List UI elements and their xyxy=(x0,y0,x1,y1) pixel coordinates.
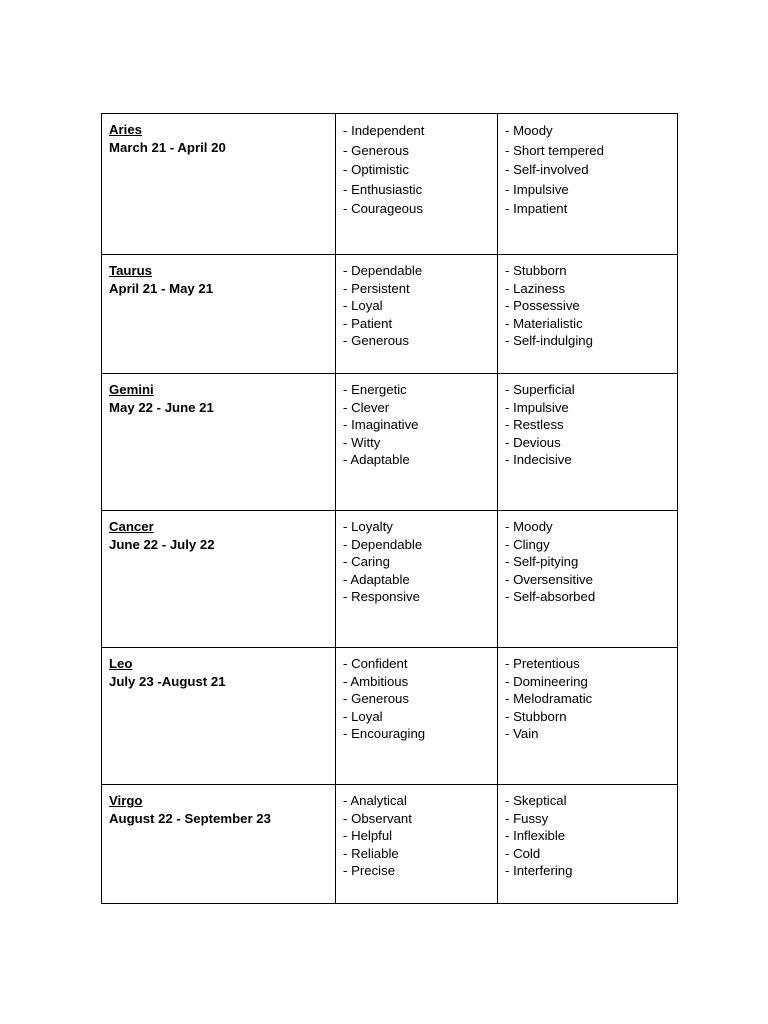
trait-item: - Moody xyxy=(505,121,671,141)
trait-item: - Dependable xyxy=(343,536,491,554)
trait-item: - Interfering xyxy=(505,862,671,880)
trait-item: - Self-pitying xyxy=(505,553,671,571)
sign-cell xyxy=(102,785,336,904)
zodiac-traits-table xyxy=(101,113,678,904)
positive-traits-list xyxy=(343,655,491,743)
positive-traits-cell xyxy=(336,374,498,511)
positive-traits-list xyxy=(343,381,491,469)
trait-item: - Confident xyxy=(343,655,491,673)
sign-dates: July 23 -August 21 xyxy=(109,673,226,689)
negative-traits-cell xyxy=(498,255,678,374)
negative-traits-list xyxy=(505,518,671,606)
trait-item: - Self-indulging xyxy=(505,332,671,350)
trait-item: - Stubborn xyxy=(505,262,671,280)
table-row-aries xyxy=(102,114,678,255)
trait-item: - Analytical xyxy=(343,792,491,810)
positive-traits-cell xyxy=(336,114,498,255)
trait-item: - Self-involved xyxy=(505,160,671,180)
trait-item: - Generous xyxy=(343,332,491,350)
negative-traits-cell xyxy=(498,785,678,904)
trait-item: - Oversensitive xyxy=(505,571,671,589)
positive-traits-list xyxy=(343,792,491,880)
sign-name: Virgo xyxy=(109,793,143,808)
trait-item: - Impulsive xyxy=(505,180,671,200)
sign-name: Leo xyxy=(109,656,133,671)
sign-cell xyxy=(102,255,336,374)
positive-traits-list xyxy=(343,518,491,606)
trait-item: - Courageous xyxy=(343,199,491,219)
trait-item: - Adaptable xyxy=(343,571,491,589)
trait-item: - Restless xyxy=(505,416,671,434)
sign-name: Cancer xyxy=(109,519,154,534)
trait-item: - Responsive xyxy=(343,588,491,606)
sign-cell xyxy=(102,114,336,255)
trait-item: - Imaginative xyxy=(343,416,491,434)
trait-item: - Clingy xyxy=(505,536,671,554)
trait-item: - Clever xyxy=(343,399,491,417)
positive-traits-cell xyxy=(336,255,498,374)
sign-name: Taurus xyxy=(109,263,152,278)
trait-item: - Independent xyxy=(343,121,491,141)
negative-traits-list xyxy=(505,381,671,469)
trait-item: - Generous xyxy=(343,141,491,161)
trait-item: - Optimistic xyxy=(343,160,491,180)
trait-item: - Ambitious xyxy=(343,673,491,691)
trait-item: - Cold xyxy=(505,845,671,863)
table-row-taurus xyxy=(102,255,678,374)
sign-cell xyxy=(102,648,336,785)
trait-item: - Fussy xyxy=(505,810,671,828)
trait-item: - Witty xyxy=(343,434,491,452)
trait-item: - Impatient xyxy=(505,199,671,219)
trait-item: - Observant xyxy=(343,810,491,828)
trait-item: - Impulsive xyxy=(505,399,671,417)
trait-item: - Domineering xyxy=(505,673,671,691)
sign-dates: April 21 - May 21 xyxy=(109,280,214,296)
sign-name: Gemini xyxy=(109,382,154,397)
negative-traits-cell xyxy=(498,511,678,648)
trait-item: - Superficial xyxy=(505,381,671,399)
sign-name: Aries xyxy=(109,122,142,137)
trait-item: - Loyal xyxy=(343,297,491,315)
negative-traits-list xyxy=(505,121,671,219)
trait-item: - Inflexible xyxy=(505,827,671,845)
trait-item: - Pretentious xyxy=(505,655,671,673)
trait-item: - Dependable xyxy=(343,262,491,280)
trait-item: - Loyal xyxy=(343,708,491,726)
trait-item: - Skeptical xyxy=(505,792,671,810)
negative-traits-list xyxy=(505,262,671,350)
negative-traits-list xyxy=(505,655,671,743)
negative-traits-cell xyxy=(498,374,678,511)
trait-item: - Materialistic xyxy=(505,315,671,333)
sign-dates: August 22 - September 23 xyxy=(109,810,271,826)
negative-traits-cell xyxy=(498,114,678,255)
trait-item: - Self-absorbed xyxy=(505,588,671,606)
positive-traits-list xyxy=(343,121,491,219)
trait-item: - Enthusiastic xyxy=(343,180,491,200)
trait-item: - Encouraging xyxy=(343,725,491,743)
positive-traits-cell xyxy=(336,648,498,785)
negative-traits-cell xyxy=(498,648,678,785)
positive-traits-cell xyxy=(336,785,498,904)
sign-dates: March 21 - April 20 xyxy=(109,139,226,155)
positive-traits-cell xyxy=(336,511,498,648)
trait-item: - Indecisive xyxy=(505,451,671,469)
trait-item: - Caring xyxy=(343,553,491,571)
trait-item: - Stubborn xyxy=(505,708,671,726)
trait-item: - Vain xyxy=(505,725,671,743)
table-row-leo xyxy=(102,648,678,785)
trait-item: - Short tempered xyxy=(505,141,671,161)
table-row-gemini xyxy=(102,374,678,511)
trait-item: - Adaptable xyxy=(343,451,491,469)
trait-item: - Devious xyxy=(505,434,671,452)
negative-traits-list xyxy=(505,792,671,880)
table-row-virgo xyxy=(102,785,678,904)
trait-item: - Persistent xyxy=(343,280,491,298)
trait-item: - Generous xyxy=(343,690,491,708)
trait-item: - Precise xyxy=(343,862,491,880)
trait-item: - Energetic xyxy=(343,381,491,399)
trait-item: - Melodramatic xyxy=(505,690,671,708)
trait-item: - Laziness xyxy=(505,280,671,298)
trait-item: - Helpful xyxy=(343,827,491,845)
trait-item: - Moody xyxy=(505,518,671,536)
trait-item: - Reliable xyxy=(343,845,491,863)
trait-item: - Loyalty xyxy=(343,518,491,536)
trait-item: - Patient xyxy=(343,315,491,333)
sign-dates: May 22 - June 21 xyxy=(109,399,214,415)
sign-cell xyxy=(102,374,336,511)
table-row-cancer xyxy=(102,511,678,648)
positive-traits-list xyxy=(343,262,491,350)
sign-dates: June 22 - July 22 xyxy=(109,536,215,552)
sign-cell xyxy=(102,511,336,648)
trait-item: - Possessive xyxy=(505,297,671,315)
